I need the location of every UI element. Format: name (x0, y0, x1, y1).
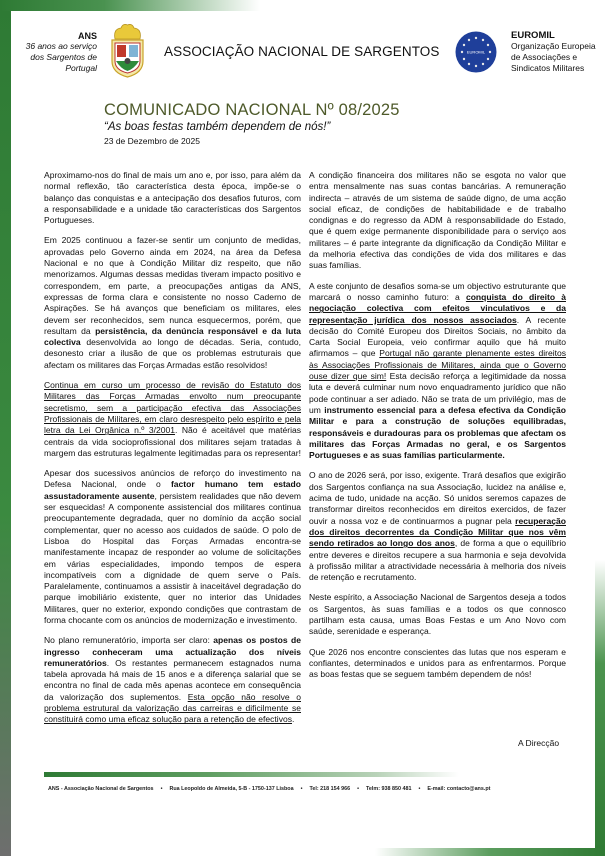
euromil-abbr: EUROMIL (511, 30, 555, 41)
ans-tagline (2, 31, 97, 74)
frame-border-left (0, 0, 11, 856)
document-subtitle: “As boas festas também dependem de nós!” (104, 121, 331, 133)
signature: A Direcção (518, 738, 560, 748)
paragraph: Aproximamo-nos do final de mais um ano e, por isso, para além da normal reflexão, tão característica desta época, impõe-se o balanço das conquistas e a antecipação dos desafios futuros, com a responsabilidade e a unidade tão características dos Sargentos Portugueses. (44, 170, 301, 226)
tagline-line: Portugal (65, 63, 97, 73)
document-title-block (104, 101, 400, 146)
bullet-separator: • (418, 786, 421, 792)
euromil-description (511, 30, 596, 74)
ans-abbr: ANS (77, 31, 97, 41)
euromil-badge-text: EUROMIL (466, 49, 486, 55)
tagline-line: dos Sargentos de (30, 52, 97, 62)
frame-border-right (595, 560, 605, 856)
ans-crest-icon (109, 23, 146, 79)
body-column-left (44, 170, 301, 735)
paragraph: Em 2025 continuou a fazer-se sentir um conjunto de medidas, aprovadas pelo Governo ainda em 2024, na área da Defesa Nacional e no que à Condição Militar diz respeito, que não menorizamos. Algumas dessas medidas tiveram impacto positivo e correspondem, em parte, a preocupações antigas da ANS, expressas de forma clara e consistente no nosso Caderno de Aspirações. Se há avanços que beneficiam os militares, eles devem ser reconhecidos, sem nunca esquecermos, porém, que resultam da persistência, da denúncia responsável e da luta colectiva desenvolvida ao longo de décadas. Seria, contudo, desonesto criar a ilusão de que os problemas estruturais que afectam os militares das Forças Armadas estão resolvidos! (44, 235, 301, 370)
footer-org: ANS - Associação Nacional de Sargentos (48, 786, 154, 792)
document-date: 23 de Dezembro de 2025 (104, 136, 200, 146)
body-column-right (309, 170, 566, 689)
footer-phone: Tel: 218 154 966 (309, 786, 351, 792)
footer-mobile: Telm: 938 850 481 (366, 786, 412, 792)
paragraph: Apesar dos sucessivos anúncios de reforço do investimento na Defesa Nacional, onde o factor humano tem estado assustadoramente ausente, persistem realidades que não devem ser esquecidas! A componente assistencial dos militares continua preocupantemente degradada, quer no domínio da acção social complementar, quer no acesso aos cuidados de saúde. O polo de Lisboa do Hospital das Forças Armadas encontra-se manifestamente incapaz de responder ao volume de solicitações em várias especialidades, impondo tempos de espera incompatíveis com a dignidade de quem serve o País. Paralelamente, continuamos a assistir à inaceitável degradação do parque imobiliário existente, quer no interior das Unidades Militares, quer no exterior, expondo condições que contrastam de forma chocante com os anúncios de modernização e investimento. (44, 468, 302, 625)
document-title: COMUNICADO NACIONAL Nº 08/2025 (104, 101, 400, 119)
paragraph: A este conjunto de desafios soma-se um objectivo estruturante que marcará o nosso caminho futuro: a conquista do direito à negociação colectiva com efeitos vinculativos e da representação jurídica dos nossos associados. A recente decisão do Comité Europeu dos Direitos Sociais, no âmbito da Carta Social Europeia, veio confirmar aquilo que há muito afirmamos – que Portugal não garante plenamente estes direitos às Associações Profissionais de Militares, ainda que o Governo ouse dizer que sim! Esta decisão reforça a legitimidade da nossa luta e deverá culminar num novo enquadramento jurídico que não pode continuar a ser adiado. Não se trata de um privilégio, mas de um instrumento essencial para a defesa efectiva da Condição Militar e para a construção de soluções equilibradas, responsáveis e duradouras para os problemas que afectam os militares das Forças Armadas no geral, e os Sargentos Portugueses e as suas famílias particularmente. (309, 280, 567, 461)
footer-email[interactable]: E-mail: contacto@ans.pt (427, 786, 491, 792)
euromil-desc-line: Organização Europeia (511, 41, 596, 51)
organization-title: ASSOCIAÇÃO NACIONAL DE SARGENTOS (164, 44, 440, 59)
euromil-logo-icon (455, 31, 497, 73)
bullet-separator: • (300, 786, 303, 792)
paragraph: O ano de 2026 será, por isso, exigente. Trará desafios que exigirão dos Sargentos confiança na sua Associação, lucidez na análise e, acima de tudo, unidade na acção. Só unidos seremos capazes de transformar direitos reconhecidos em direitos exercidos, de fazer ouvir a nossa voz e de continuarmos a pugnar pela recuperação dos direitos decorrentes da Condição Militar que nos vêm sendo retirados ao longo dos anos, de forma a que o equilíbrio entre deveres e direitos recupere a sua harmonia e seja devolvida à profissão militar a atractividade necessária à melhoria dos níveis de retenção e recrutamento. (309, 470, 566, 583)
bullet-separator: • (160, 786, 163, 792)
paragraph: Que 2026 nos encontre conscientes das lutas que nos esperam e confiantes, determinados e unidos para as enfrentarmos. Porque as boas festas que se seguem também dependem de nós! (309, 646, 566, 680)
bullet-separator: • (357, 786, 360, 792)
paragraph: A condição financeira dos militares não se esgota no valor que entra mensalmente nas suas contas bancárias. A remuneração indirecta – através de um sistema de saúde digno, de uma acção social eficaz, de condições de habitabilidade e de trabalho condignas e do regresso da ADM à responsabilidade do Estado, que é quem exige permanente disponibilidade para o serviço aos militares – é parte integrante da dignificação da Condição Militar e da melhoria efectiva das condições de vida dos militares e das suas famílias. (309, 170, 566, 271)
footer-address: Rua Leopoldo de Almeida, 5-B - 1750-137 Lisboa (169, 786, 294, 792)
tagline-line: 36 anos ao serviço (25, 41, 97, 51)
frame-border-bottom (375, 848, 605, 856)
paragraph: Neste espírito, a Associação Nacional de Sargentos deseja a todos os Sargentos, às suas famílias e a todos os que connosco partilham esta causa, umas Boas Festas e um Ano Novo com saúde, serenidade e esperança. (309, 592, 566, 637)
footer-divider (44, 772, 459, 777)
paragraph: No plano remuneratório, importa ser claro: apenas os postos de ingresso conheceram uma actualização dos níveis remuneratórios. Os restantes permanecem estagnados numa tabela aprovada há mais de 15 anos e a diferença salarial que se encontra no final de cada mês apenas acontece em consequência da valorização dos suplementos. Esta opção não resolve o problema estrutural da valorização das carreiras e dificilmente se constituirá como uma eficaz solução para a retenção de efectivos. (44, 635, 301, 725)
euromil-desc-line: Sindicatos Militares (511, 63, 585, 73)
paragraph: Continua em curso um processo de revisão do Estatuto dos Militares das Forças Armadas envolto num preocupante secretismo, sem a participação efectiva das Associações Profissionais de Militares, em claro desrespeito pelo espírito e pela letra da Lei Orgânica n.º 3/2001. Não é aceitável que matérias centrais da vida socioprofissional dos militares sejam tratadas à margem das estruturas legalmente legitimadas para os representar! (44, 380, 302, 458)
letterhead (0, 0, 605, 100)
footer-contact (48, 786, 490, 792)
euromil-desc-line: de Associações e (511, 52, 578, 62)
